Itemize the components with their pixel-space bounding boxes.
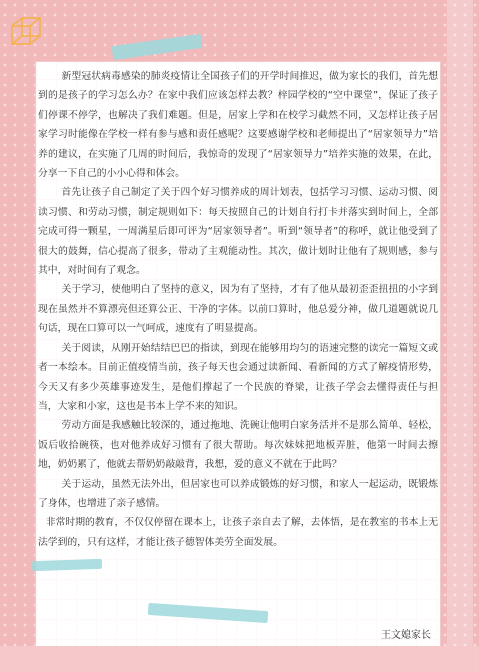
paragraph: 首先让孩子自己制定了关于四个好习惯养成的周计划表，包括学习习惯、运动习惯、阅读习惯、和劳动习惯，制定规则如下：每天按照自己的计划自行打卡并落实到时间上，全部完成可得一颗星，一周满星后即可评为“居家领导者”。听到“领导者”的称呼，就让他受到了很大的鼓舞，信心提高了很多，带动了主观能动性。其次，做计划时让他有了规则感，参与其中，对时间有了观念。: [38, 187, 438, 277]
paragraph: 非常时期的教育，不仅仅停留在课本上，让孩子亲自去了解，去体悟，是在教室的书本上无法学到的，只有这样，才能让孩子德智体美劳全面发展。: [38, 517, 438, 548]
paragraph: 劳动方面是我感触比较深的，通过拖地、洗碗让他明白家务活并不是那么简单、轻松，饭后收拾碗筷，也对他养成好习惯有了很大帮助。每次妹妹把地板弄脏，他第一时间去擦地，奶奶累了，他就去帮奶奶敲敲背，我想，爱的意义不就在于此吗？: [38, 420, 438, 471]
signature: 王文媳家长: [381, 630, 431, 641]
washi-tape-icon: [111, 34, 202, 60]
paragraph: 关于学习，使他明白了坚持的意义，因为有了坚持，才有了他从最初歪歪扭扭的小字到现在虽然并不算漂亮但还算公正、干净的字体。以前口算时，他总爱分神，做几道题就说几句话，现在口算可以一气呵成，速度有了明显提高。: [38, 284, 438, 335]
paragraph: 关于阅读，从刚开始结结巴巴的指读，到现在能够用均匀的语速完整的读完一篇短文或者一本绘本。目前正值疫情当前，孩子每天也会通过读新闻、看新闻的方式了解疫情形势，今天又有多少英雄事迹发生，是他们撑起了一个民族的脊梁，让孩子学会去懂得责任与担当，大家和小家，这也是书本上学不来的知识。: [38, 342, 438, 412]
cube-outline-icon: [8, 14, 46, 52]
paragraph: 关于运动，虽然无法外出，但居家也可以养成锻炼的好习惯，和家人一起运动，既锻炼了身体，也增进了亲子感情。: [38, 478, 438, 509]
decorative-side-strip: [447, 0, 473, 672]
bottom-decor-band: [0, 646, 479, 672]
paragraph: 新型冠状病毒感染的肺炎疫情让全国孩子们的开学时间推迟，做为家长的我们，首先想到的是孩子的学习怎么办？在家中我们应该怎样去教？梓园学校的“空中课堂”，保证了孩子们停课不停学，也解决了我们难题。但是，居家上学和在校学习截然不同，又怎样让孩子居家学习时能像在学校一样有参与感和责任感呢？这要感谢学校和老师提出了“居家领导力”培养的建议，在实施了几周的时间后，我惊奇的发现了“居家领导力”培养实施的效果，在此，分享一下自己的小小心得和体会。: [38, 71, 438, 180]
article-body: [38, 67, 438, 552]
